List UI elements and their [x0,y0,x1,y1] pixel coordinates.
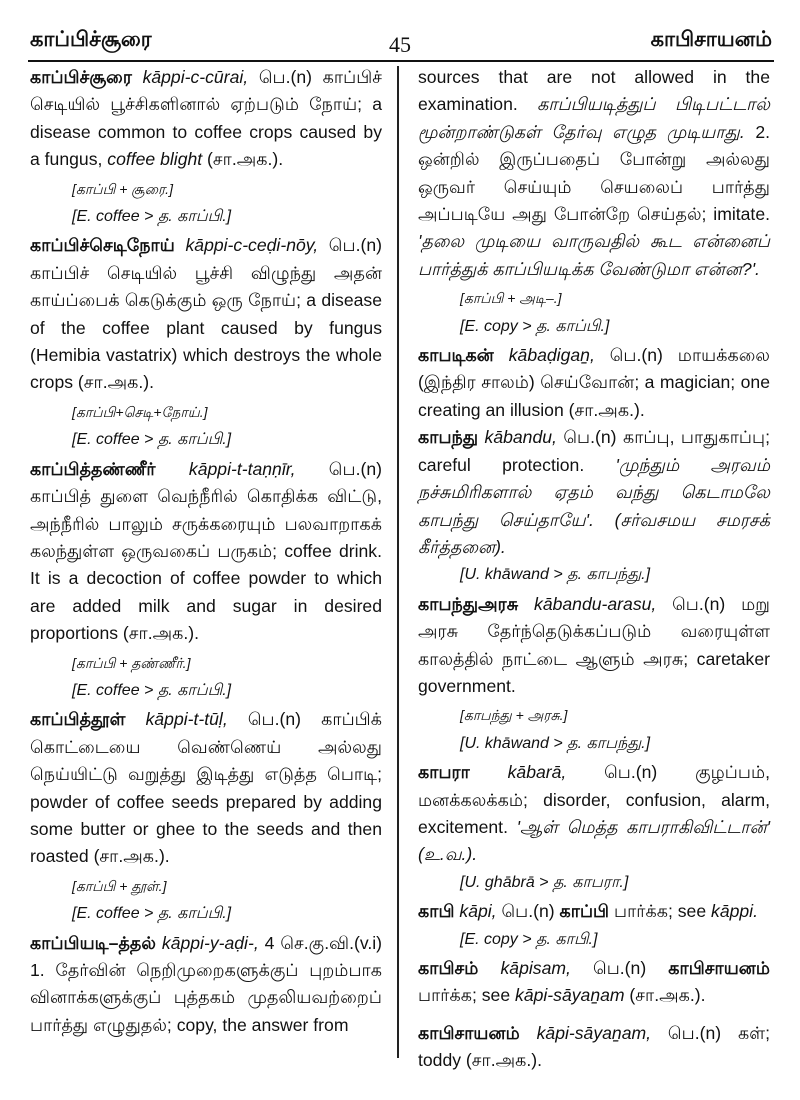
transliteration: kābandu, [484,427,557,448]
definition: காப்பிக் கொட்டையை வெண்ணெய் அல்லது நெய்யிட்டு வறுத்து இடித்து எடுத்த பொடி; powder of coffee seeds prepared by adding some butter or ghee to the seeds and then roasted (சா.அக.). [30,709,382,867]
entry-kappi-t-tul [30,706,382,870]
etymology-origin: [U. khāwand > த. காபந்து.] [460,566,651,584]
part-of-speech: பெ.(n) [594,345,663,366]
definition: மாயக்கலை (இந்திர சாலம்) செய்வோன்; a magician; one creating an illusion (சா.அக.). [418,345,770,420]
left-column [30,64,382,1039]
entry-kapi-sayanam [418,1020,770,1075]
definition: காப்பிச் செடியில் பூச்சி விழுந்து அதன் காய்ப்பைக் கெடுக்கும் ஒரு நோய்; a disease of the coffee plant caused by fungus (Hemibia vastatrix) which destroys the whole crops (சா.அக.). [30,262,382,393]
usage-example: காப்பியடித்துப் பிடிபட்டால் மூன்றாண்டுகள் தேர்வு எழுத முடியாது. [418,94,770,142]
entry-kappi-t-tannir [30,456,382,648]
headword: காபந்து [418,427,479,448]
headword: காபடிகன் [418,345,494,366]
etymology-tamil: [காப்பி + சூரை.] [72,180,173,197]
part-of-speech: பெ.(n) [556,427,617,448]
etymology-origin: [U. ghābrā > த. காபரா.] [460,873,629,891]
headword: காபந்துஅரசு [418,593,519,614]
part-of-speech: பெ.(n) [566,762,658,783]
definition: குழப்பம், மனக்கலக்கம்; disorder, confusion, alarm, excitement. [418,762,770,837]
part-of-speech: 4 செ.கு.வி.(v.i) [258,932,382,953]
entry-kapi [418,898,770,925]
entry-kabara [418,759,770,869]
entry-kabandu-arasu [418,591,770,701]
entry-kappi-y-adi-continued [418,64,770,283]
etymology-tamil: [காப்பி+செடி+நோய்.] [72,403,208,420]
headword: காபி [418,901,455,922]
transliteration: kāppi-c-ceḍi-nōy, [185,235,319,256]
right-column [418,64,770,1075]
entry-kappi-c-curai [30,64,382,174]
transliteration: kāppi-c-cūrai, [142,67,249,87]
headword: காபரா [418,762,470,783]
headword: காப்பித்தண்ணீர் [30,458,156,479]
definition: கள்; toddy (சா.அக.). [418,1022,771,1071]
etymology-origin: [E. copy > த. காப்பி.] [460,317,610,335]
definition: காப்பித் துளை வெந்நீரில் கொதிக்க விட்டு, அந்நீரில் பாலும் சருக்கரையும் பலவாறாகக் கலந்துள்ள ஒருவகைப் பருகம்; coffee drink. It is a decoction of coffee powder to which are added milk and sugar in desired proportions (சா.அக.). [30,486,382,644]
etymology-tamil: [காப்பி + தூள்.] [72,877,167,894]
etymology-tamil: [காபந்து + அரசு.] [460,707,568,724]
definition-sense-2: 2. ஒன்றில் இருப்பதைப் போன்று அல்லது ஒருவர் செய்யும் செயலைப் பார்த்து அப்படியே அது போன்றே செய்தல்; imitate. [418,121,770,225]
part-of-speech: பெ.(n) [496,901,560,922]
definition: பார்க்க; see [418,985,516,1006]
definition: காப்பு, பாதுகாப்பு; careful protection. [418,427,770,475]
etymology-tamil: [காப்பி + அடி–.] [460,290,562,307]
definition: காப்பிச் செடியில் பூச்சிகளினால் ஏற்படும் நோய்; a disease common to coffee crops caused by a fungus, [30,67,382,170]
column-separator [397,66,399,1058]
definition: மறு அரசு தேர்ந்தெடுக்கப்படும் வரையுள்ள காலத்தில் நாட்டை ஆளும் அரசு; caretaker government. [418,593,770,696]
entry-kapisam [418,955,770,1010]
etymology-tamil: [காப்பி + தண்ணீர்.] [72,654,191,671]
transliteration: kābarā, [507,762,567,783]
definition: sources that are not allowed in the examination. [418,67,770,115]
part-of-speech: பெ.(n) [227,709,302,730]
page-number: 45 [389,32,411,57]
transliteration: kābandu-arasu, [534,593,657,614]
usage-example: 'முந்தும் அரவம் நச்சுமிரிகளால் ஏதம் வந்து கெடாமலே காபந்து செய்தாயே'. (சர்வசமய சமரசக் கீர்த்தனை). [418,454,770,557]
etymology-origin: [E. coffee > த. காப்பி.] [72,431,232,449]
cross-reference-transliteration: kāpi-sāyaṉam [515,985,625,1006]
transliteration: kāppi-t-taṇṇīr, [188,458,296,479]
header-rule [28,60,774,62]
entry-kabandu [418,424,770,561]
running-head-right: காபிசாயனம் [650,28,772,51]
entry-kappi-c-cedi-noy [30,232,382,396]
etymology-origin: [U. khāwand > த. காபந்து.] [460,734,651,752]
definition-italic: coffee blight [107,149,203,170]
etymology-origin: [E. coffee > த. காப்பி.] [72,208,232,226]
usage-example: 'ஆள் மெத்த காபராகிவிட்டான்' (உ.வ.). [418,816,770,865]
definition: 1. தேர்வின் நெறிமுறைகளுக்குப் புறம்பாக வினாக்களுக்குப் புத்தகம் முதலியவற்றைப் பார்த்து எழுதுதல்; copy, the answer from [30,960,382,1035]
definition: பார்க்க; see [609,901,712,922]
source: (சா.அக.). [624,985,706,1006]
headword: காப்பித்தூள் [30,709,126,730]
usage-example: 'தலை முடியை வாருவதில் கூட என்னைப் பார்த்துக் காப்பியடிக்க வேண்டுமா என்ன?'. [418,231,770,279]
headword: காப்பிச்சூரை [30,67,132,87]
transliteration: kāppi-t-tūḷ, [145,709,228,730]
headword: காப்பியடி–த்தல் [30,932,156,953]
running-head-left: காப்பிச்சூரை [30,28,152,51]
transliteration: kāpisam, [500,958,571,978]
source: (சா.அக.). [202,149,284,170]
etymology-origin: [E. coffee > த. காப்பி.] [72,681,232,699]
headword: காபிசாயனம் [418,1022,520,1043]
cross-reference: காப்பி [559,901,610,922]
part-of-speech: பெ.(n) [656,593,726,614]
entry-kabadigan [418,342,770,424]
cross-reference-transliteration: kāppi. [711,901,758,922]
transliteration: kāpi, [459,901,497,922]
headword: காப்பிச்செடிநோய் [30,235,175,256]
headword: காபிசம் [418,958,479,978]
transliteration: kāpi-sāyaṉam, [536,1022,652,1043]
spacer [418,1010,770,1020]
part-of-speech: பெ.(n) [570,958,669,978]
transliteration: kāppi-y-aḍi-, [161,932,259,953]
etymology-origin: [E. coffee > த. காப்பி.] [72,905,232,923]
part-of-speech: பெ.(n) [651,1022,722,1043]
transliteration: kābaḍigaṉ, [508,345,595,366]
cross-reference: காபிசாயனம் [668,958,770,978]
etymology-origin: [E. copy > த. காபி.] [460,930,598,948]
part-of-speech: பெ.(n) [248,67,313,87]
entry-kappi-y-adi [30,930,382,1040]
part-of-speech: பெ.(n) [318,235,382,256]
part-of-speech: பெ.(n) [295,458,382,479]
